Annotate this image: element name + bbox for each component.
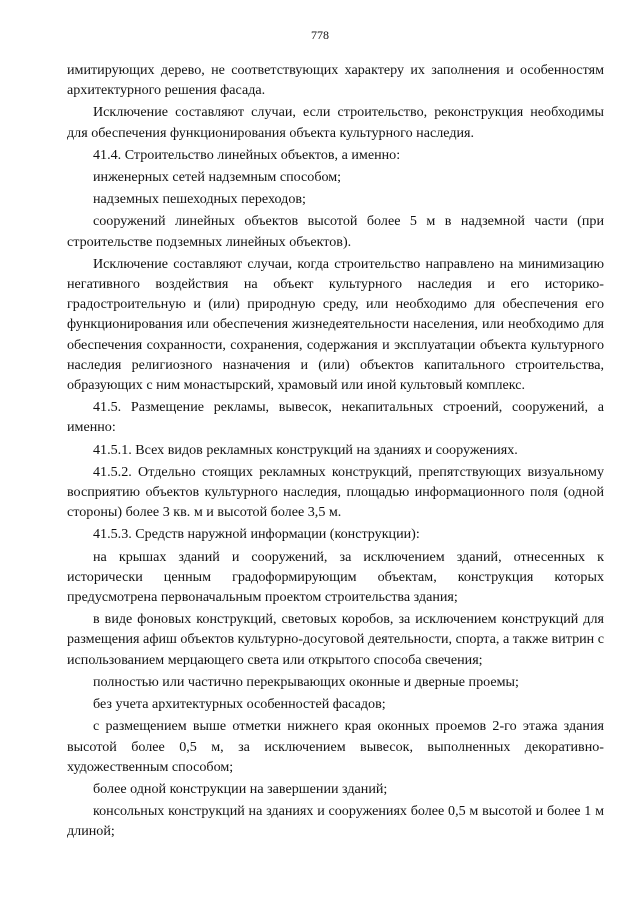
list-item: надземных пешеходных переходов;	[93, 191, 306, 208]
list-item: консольных конструкций на зданиях и сооружениях более 0,5 м высотой и более 1 м длиной;	[67, 803, 604, 840]
paragraph-continuation: имитирующих дерево, не соответствующих характеру их заполнения и особенностям архитектурного решения фасада.	[67, 62, 604, 99]
list-item: без учета архитектурных особенностей фасадов;	[93, 696, 386, 713]
paragraph-exception-1: Исключение составляют случаи, если строительство, реконструкция необходимы для обеспечения функционирования объекта культурного наследия.	[67, 104, 604, 141]
list-item: с размещением выше отметки нижнего края оконных проемов 2-го этажа здания высотой более 0,5 м, за исключением вывесок, выполненных декоративно-художественным способом;	[67, 718, 604, 775]
paragraph-41-4: 41.4. Строительство линейных объектов, а именно:	[93, 146, 401, 163]
list-item: в виде фоновых конструкций, световых коробов, за исключением конструкций для размещения афиш объектов культурно-досуговой деятельности, спорта, а также витрин с использованием мерцающего света или открытого способа свечения;	[67, 611, 604, 668]
list-item: полностью или частично перекрывающих оконные и дверные проемы;	[93, 673, 519, 690]
paragraph-41-5-2: 41.5.2. Отдельно стоящих рекламных конструкций, препятствующих визуальному восприятию объектов культурного наследия, площадью информационного поля (одной стороны) более 3 кв. м и высотой более 3,5 м.	[67, 463, 604, 521]
list-item: инженерных сетей надземным способом;	[93, 169, 342, 186]
page-number: 778	[311, 28, 329, 42]
paragraph-exception-2: Исключение составляют случаи, когда строительство направлено на минимизацию негативного воздействия на объект культурного наследия и его историко-градостроительную и (или) природную среду, или необходимо для обеспечения его функционирования или обеспечения жизнедеятельности населения, или необходимо для обеспечения сохранности, сохранения, содержания и эксплуатации объекта культурного наследия религиозного назначения и (или) объектов капитального строительства, образующих с ним монастырский, храмовый или иной культовый комплекс.	[67, 255, 604, 394]
paragraph-41-5: 41.5. Размещение рекламы, вывесок, некапитальных строений, сооружений, а именно:	[67, 399, 604, 436]
paragraph-41-5-3: 41.5.3. Средств наружной информации (конструкции):	[93, 526, 420, 543]
paragraph-41-5-1: 41.5.1. Всех видов рекламных конструкций на зданиях и сооружениях.	[93, 441, 518, 458]
list-item: на крышах зданий и сооружений, за исключением зданий, отнесенных к исторически ценным градоформирующим объектам, конструкция которых предусмотрена первоначальным проектом строительства здания;	[67, 548, 604, 606]
list-item: более одной конструкции на завершении зданий;	[93, 780, 388, 797]
list-item: сооружений линейных объектов высотой более 5 м в надземной части (при строительстве подземных линейных объектов).	[67, 213, 604, 250]
document-body	[67, 60, 604, 842]
